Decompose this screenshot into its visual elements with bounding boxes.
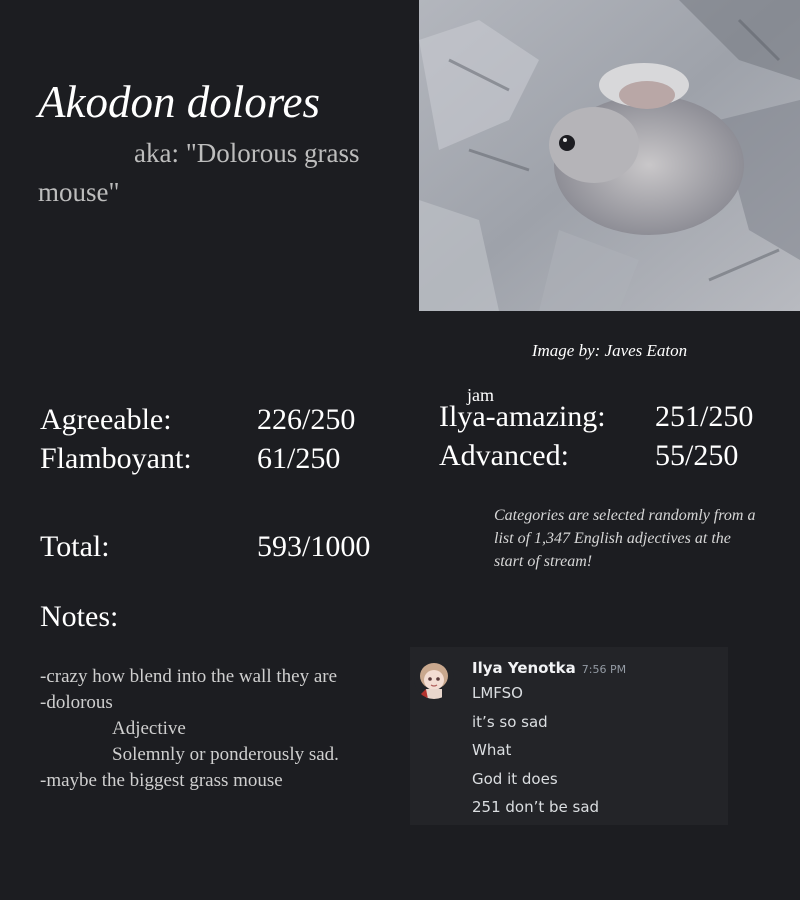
stat-value-agreeable: 226/250 (257, 403, 356, 436)
total-label: Total: (40, 530, 110, 563)
species-name: Akodon dolores (38, 77, 321, 127)
stat-value-advanced: 55/250 (655, 439, 739, 472)
stat-label-flamboyant: Flamboyant: (40, 442, 192, 475)
chat-message-line: LMFSO (472, 684, 523, 702)
note-line: -maybe the biggest grass mouse (40, 770, 283, 791)
note-line: -dolorous (40, 692, 113, 713)
chat-username-text: Ilya Yenotka (472, 659, 576, 677)
image-credit: Image by: Javes Eaton (531, 341, 688, 360)
chat-message-line: God it does (472, 769, 558, 788)
mouse-photo-icon (419, 0, 800, 311)
note-line: -crazy how blend into the wall they are (40, 666, 338, 687)
stat-value-ilya-amazing: 251/250 (655, 400, 754, 433)
stat-label-advanced: Advanced: (439, 439, 569, 472)
chat-message (410, 647, 728, 825)
anime-avatar-icon (414, 659, 454, 699)
note-line: Solemnly or ponderously sad. (112, 744, 339, 765)
stat-value-flamboyant: 61/250 (257, 442, 341, 475)
chat-message-line: 251 don’t be sad (472, 798, 600, 817)
stat-annotation: jam (467, 385, 494, 405)
chat-timestamp: 7:56 PM (581, 663, 627, 676)
stat-label-ilya-amazing: Ilya-amazing: (439, 400, 606, 433)
notes-list (40, 664, 339, 794)
categories-note: Categories are selected randomly from a list of 1,347 English adjectives at the start of stream! (494, 507, 756, 570)
mouse-photo (419, 0, 800, 311)
note-line: Adjective (112, 718, 186, 739)
total-value: 593/1000 (257, 530, 371, 563)
chat-username (472, 659, 626, 677)
common-name: aka: "Dolorous grass mouse" (38, 138, 360, 207)
stat-label-agreeable: Agreeable: (40, 403, 172, 436)
notes-heading: Notes: (40, 600, 119, 633)
chat-message-list (472, 683, 599, 826)
chat-message-line: What (472, 741, 512, 760)
chat-message-line: it’s so sad (472, 712, 548, 731)
